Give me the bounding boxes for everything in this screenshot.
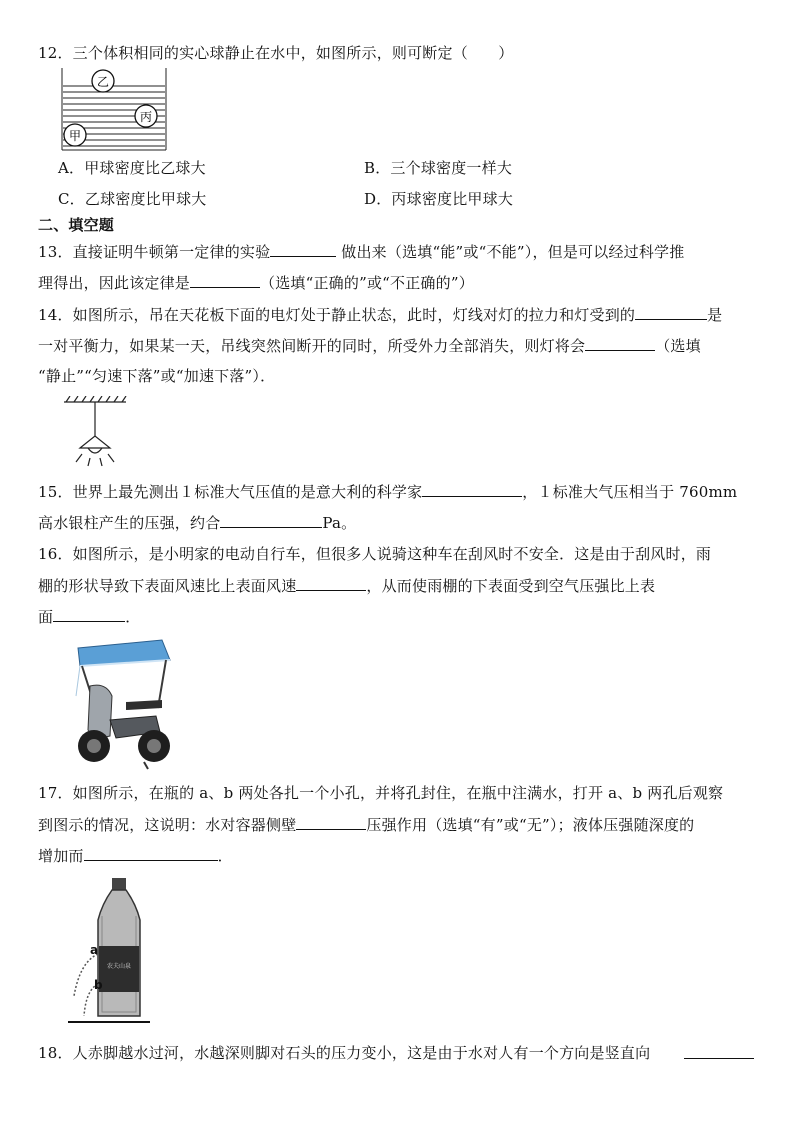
q13-line2 xyxy=(38,272,474,293)
electric-bike-figure xyxy=(66,636,176,770)
q17-blank-1[interactable] xyxy=(296,814,366,830)
q12-option-b: B．三个球密度一样大 xyxy=(364,159,513,177)
q13-text-4: （选填“正确的”或“不正确的”） xyxy=(260,274,474,292)
q12-water-tank-figure xyxy=(60,66,170,152)
hanging-lamp-figure xyxy=(60,396,130,468)
q18-line1 xyxy=(38,1043,650,1063)
hole-label-b: b xyxy=(94,978,103,992)
q16-text-5: ． xyxy=(125,608,141,626)
q16-text-4: 面 xyxy=(38,608,54,626)
q12-option-c: C．乙球密度比甲球大 xyxy=(58,190,207,208)
q16-blank-1[interactable] xyxy=(296,575,366,591)
ball-yi xyxy=(92,70,114,92)
q15-text-4: Pa。 xyxy=(322,514,357,532)
q13-text-1: 13．直接证明牛顿第一定律的实验 xyxy=(38,243,271,261)
q16-text-2: 棚的形状导致下表面风速比上表面风速 xyxy=(38,577,297,595)
svg-text:乙: 乙 xyxy=(96,75,110,89)
q14-line2 xyxy=(38,335,701,356)
q14-text-2: 是 xyxy=(707,306,723,324)
q17-line1: 17．如图所示，在瓶的 a、b 两处各扎一个小孔，并将孔封住，在瓶中注满水，打开 a、b 两孔后观察 xyxy=(38,784,724,802)
q13-line1 xyxy=(38,241,684,262)
q15-text-2: ，１标准大气压相当于 760mm xyxy=(522,483,738,501)
q15-blank-1[interactable] xyxy=(422,481,522,497)
q15-blank-2[interactable] xyxy=(220,512,322,528)
q14-text-3: 一对平衡力，如果某一天，吊线突然间断开的同时，所受外力全部消失，则灯将会 xyxy=(38,337,586,355)
q12-option-a: A．甲球密度比乙球大 xyxy=(58,159,206,177)
q17-line3 xyxy=(38,845,233,866)
q12-stem: 12．三个体积相同的实心球静止在水中，如图所示，则可断定（ ） xyxy=(38,44,514,62)
q17-blank-2[interactable] xyxy=(84,845,218,861)
q14-line3: “静止”“匀速下落”或“加速下落”）． xyxy=(38,367,276,385)
q17-line2 xyxy=(38,814,694,835)
q17-text-3: 压强作用（选填“有”或“无”）；液体压强随深度的 xyxy=(366,816,695,834)
q17-text-4: 增加而 xyxy=(38,847,84,865)
section-heading: 二、填空题 xyxy=(38,216,115,234)
q13-blank-1[interactable] xyxy=(270,241,336,257)
q16-line3 xyxy=(38,606,140,627)
q14-blank-1[interactable] xyxy=(635,304,707,320)
q17-text-2: 到图示的情况，这说明：水对容器侧壁 xyxy=(38,816,297,834)
q16-text-3: ，从而使雨棚的下表面受到空气压强比上表 xyxy=(366,577,656,595)
q16-blank-2[interactable] xyxy=(53,606,125,622)
ball-bing xyxy=(135,105,157,127)
water-bottle-figure xyxy=(62,876,154,1028)
ball-jia xyxy=(64,124,86,146)
q18-blank-1[interactable] xyxy=(684,1043,754,1059)
svg-text:丙: 丙 xyxy=(139,110,153,124)
q16-line2 xyxy=(38,575,655,596)
q14-text-4: （选填 xyxy=(655,337,701,355)
q13-text-3: 理得出，因此该定律是 xyxy=(38,274,191,292)
q15-line1 xyxy=(38,481,737,502)
bottle-label-text: 农夫山泉 xyxy=(106,963,132,970)
q13-blank-2[interactable] xyxy=(190,272,260,288)
q16-line1: 16．如图所示，是小明家的电动自行车，但很多人说骑这种车在刮风时不安全．这是由于刮风时，雨 xyxy=(38,545,712,563)
hole-label-a: a xyxy=(90,943,99,957)
svg-text:甲: 甲 xyxy=(68,129,82,143)
q13-text-2: 做出来（选填“能”或“不能”），但是可以经过科学推 xyxy=(336,243,685,261)
q12-option-d: D．丙球密度比甲球大 xyxy=(364,190,514,208)
q15-text-1: 15．世界上最先测出１标准大气压值的是意大利的科学家 xyxy=(38,483,423,501)
q15-text-3: 高水银柱产生的压强，约合 xyxy=(38,514,221,532)
q14-text-1: 14．如图所示，吊在天花板下面的电灯处于静止状态，此时，灯线对灯的拉力和灯受到的 xyxy=(38,306,636,324)
q15-line2 xyxy=(38,512,356,533)
q14-line1 xyxy=(38,304,722,325)
q17-text-5: ． xyxy=(217,847,233,865)
q18-text-1: 18．人赤脚越水过河，水越深则脚对石头的压力变小，这是由于水对人有一个方向是竖直向 xyxy=(38,1044,651,1062)
q14-blank-2[interactable] xyxy=(585,335,655,351)
